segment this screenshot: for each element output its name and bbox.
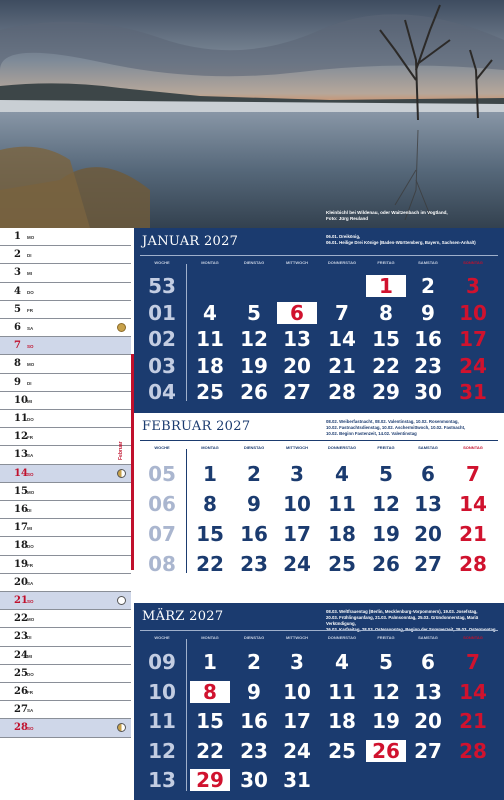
day-cell: 21 [459, 709, 487, 733]
day-cell: 8 [203, 679, 217, 704]
weekday-header: MONTAG [201, 635, 219, 640]
week-separator [186, 264, 187, 401]
weekday-header: SONNTAG [463, 445, 483, 450]
day-cell: 5 [247, 300, 261, 325]
day-cell: 4 [335, 650, 349, 674]
strip-day-number: 17 [14, 522, 28, 534]
day-cell: 26 [372, 552, 400, 576]
day-cell: 28 [459, 552, 487, 576]
weekday-header: WOCHE [154, 260, 170, 265]
strip-weekday: MI [27, 526, 32, 532]
day-cell: 21 [459, 522, 487, 546]
day-cell: 23 [240, 738, 268, 763]
weekday-header: DONNERSTAG [327, 445, 357, 450]
strip-day-number: 8 [14, 358, 21, 370]
day-cell: 15 [196, 709, 224, 733]
strip-weekday: SA [27, 453, 34, 459]
weekday-header: WOCHE [154, 635, 170, 640]
moon-phase-icon [117, 596, 126, 605]
strip-day-row [0, 610, 131, 628]
strip-weekday: FR [27, 690, 33, 695]
strip-day-number: 10 [14, 394, 28, 406]
strip-day-number: 14 [14, 467, 28, 479]
day-cell: 21 [328, 353, 356, 378]
day-cell: 9 [247, 492, 261, 516]
day-cell: 10 [459, 300, 487, 325]
strip-weekday: FR [27, 307, 33, 313]
day-cell: 17 [459, 327, 487, 351]
day-cell: 13 [414, 679, 442, 704]
day-cell: 3 [466, 274, 480, 298]
strip-weekday: MO [27, 617, 35, 623]
strip-weekday: SA [27, 580, 34, 586]
weekday-header: MONTAG [201, 445, 219, 450]
strip-day-number: 19 [14, 558, 28, 570]
note-line: 10.02. Beginn Fastenzeit, 14.02. Valentinstag [326, 431, 417, 436]
month-january [134, 228, 504, 413]
day-cell: 18 [328, 709, 356, 733]
day-cell: 16 [240, 709, 268, 733]
weekday-header: MITTWOCH [286, 260, 308, 265]
day-cell: 17 [283, 709, 311, 733]
week-number: 03 [148, 353, 176, 378]
strip-weekday: DO [27, 417, 34, 422]
strip-day-number: 20 [14, 576, 28, 588]
day-cell: 1 [203, 650, 217, 674]
day-cell: 13 [283, 327, 311, 351]
strip-day-number: 25 [14, 667, 28, 679]
day-cell: 31 [283, 768, 311, 792]
month-february [134, 413, 504, 603]
day-cell: 7 [466, 650, 480, 674]
strip-weekday: SO [27, 344, 34, 350]
day-cell: 25 [196, 380, 224, 404]
strip-day-row [0, 701, 131, 719]
strip-day-number: 2 [14, 249, 21, 261]
day-cell: 19 [240, 353, 268, 378]
weekday-header: DIENSTAG [243, 260, 265, 265]
strip-day-row [0, 392, 131, 410]
strip-day-row [0, 592, 131, 610]
strip-day-row [0, 556, 131, 574]
day-cell: 17 [283, 522, 311, 546]
day-cell: 26 [240, 380, 268, 404]
day-cell: 8 [203, 492, 217, 516]
day-cell: 20 [414, 522, 442, 546]
day-cell: 3 [290, 650, 304, 674]
day-cell: 11 [196, 327, 224, 351]
day-cell: 29 [372, 380, 400, 404]
strip-day-number: 22 [14, 613, 28, 625]
strip-day-number: 23 [14, 631, 28, 643]
strip-day-number: 12 [14, 431, 28, 443]
strip-day-row [0, 319, 131, 337]
week-separator [186, 449, 187, 573]
strip-day-number: 16 [14, 504, 28, 515]
strip-weekday: MO [27, 235, 35, 240]
day-cell: 12 [240, 327, 268, 351]
day-cell: 18 [196, 353, 224, 378]
note-line: 08.02. Weiberfastnacht, 08.02. Valentinstag, 10.02. Rosenmontag, [326, 419, 459, 424]
divider [140, 440, 498, 441]
week-number: 08 [148, 552, 176, 576]
strip-day-row [0, 264, 131, 282]
day-cell: 25 [328, 738, 356, 763]
strip-day-row [0, 683, 131, 701]
strip-day-number: 15 [14, 485, 28, 497]
day-cell: 25 [328, 552, 356, 576]
strip-day-number: 24 [14, 649, 28, 661]
week-number: 11 [148, 709, 176, 733]
header-photo [0, 0, 504, 228]
day-cell: 2 [421, 274, 435, 298]
day-cell: 8 [379, 300, 393, 325]
day-cell: 2 [247, 462, 261, 486]
month-title: MÄRZ 2027 [142, 609, 224, 624]
day-cell: 13 [414, 492, 442, 516]
day-cell: 19 [372, 709, 400, 733]
day-cell: 3 [290, 462, 304, 486]
week-number: 53 [148, 274, 176, 298]
strip-day-row [0, 410, 131, 428]
day-cell: 9 [247, 679, 261, 704]
weekday-header: FREITAG [377, 260, 395, 265]
day-cell: 24 [283, 738, 311, 763]
week-number: 06 [148, 492, 176, 516]
day-cell: 20 [414, 709, 442, 733]
strip-day-number: 27 [14, 704, 28, 716]
day-cell: 10 [283, 492, 311, 516]
holiday-notes [326, 419, 496, 437]
strip-weekday: DI [27, 253, 32, 259]
strip-weekday: DI [27, 635, 32, 641]
day-cell: 6 [421, 650, 435, 674]
day-cell: 29 [196, 768, 224, 792]
day-cell: 12 [372, 679, 400, 704]
note-line: 06.01. Dreikönig, [326, 234, 361, 239]
day-cell: 31 [459, 380, 487, 404]
month-title: FEBRUAR 2027 [142, 419, 251, 434]
strip-day-number: 26 [14, 686, 28, 697]
divider [140, 255, 498, 256]
month-march [134, 603, 504, 800]
day-cell: 10 [283, 679, 311, 704]
holiday-notes [326, 234, 496, 246]
strip-weekday: DO [27, 671, 34, 677]
month-title: JANUAR 2027 [142, 234, 239, 249]
weekday-header: SONNTAG [463, 260, 483, 265]
strip-weekday: MO [27, 362, 35, 368]
divider [140, 630, 498, 631]
strip-weekday: FR [27, 435, 33, 441]
strip-day-number: 9 [14, 376, 21, 388]
weekday-header: MONTAG [201, 260, 219, 265]
day-cell: 6 [290, 300, 304, 325]
day-cell: 4 [203, 300, 217, 325]
weekday-header: WOCHE [154, 445, 170, 450]
day-cell: 5 [379, 650, 393, 674]
weekday-header: FREITAG [377, 635, 395, 640]
day-cell: 16 [414, 327, 442, 351]
photo-caption [326, 210, 496, 222]
day-strip [0, 228, 134, 800]
week-separator [186, 639, 187, 791]
day-cell: 14 [459, 492, 487, 516]
day-cell: 2 [247, 650, 261, 674]
weekday-header: SAMSTAG [418, 635, 438, 640]
strip-day-row [0, 647, 131, 665]
strip-weekday: DO [27, 544, 34, 550]
week-number: 04 [148, 380, 176, 404]
day-cell: 1 [379, 274, 393, 298]
strip-day-number: 1 [14, 231, 21, 242]
strip-day-row [0, 501, 131, 519]
weekday-header: MITTWOCH [286, 445, 308, 450]
strip-weekday: MI [27, 653, 32, 659]
strip-day-row [0, 519, 131, 537]
strip-day-row [0, 337, 131, 355]
weekday-header: DONNERSTAG [327, 635, 357, 640]
strip-day-number: 7 [14, 340, 21, 352]
strip-weekday: MI [27, 398, 32, 404]
strip-day-number: 28 [14, 722, 28, 734]
day-cell: 23 [414, 353, 442, 378]
day-cell: 30 [414, 380, 442, 404]
day-cell: 11 [328, 679, 356, 704]
strip-day-row [0, 719, 131, 737]
strip-day-row [0, 428, 131, 446]
strip-day-number: 5 [14, 303, 21, 315]
strip-day-number: 3 [14, 267, 21, 279]
strip-day-row [0, 628, 131, 646]
strip-weekday: DI [27, 508, 32, 513]
day-cell: 11 [328, 492, 356, 516]
note-line: 20.03. Frühlingsanfang, 21.03. Palmsonntag, 25.03. Gründonnerstag, Mariä Verkündigung, [326, 615, 479, 626]
strip-day-row [0, 283, 131, 301]
day-cell: 15 [372, 327, 400, 351]
weekday-header: SAMSTAG [418, 445, 438, 450]
day-cell: 6 [421, 462, 435, 486]
strip-day-number: 21 [14, 595, 28, 606]
day-cell: 27 [414, 738, 442, 763]
note-line: 10.02. Fastnachtsdienstag, 10.02. Aschermittwoch, 10.02. Fastnacht, [326, 425, 466, 430]
day-cell: 16 [240, 522, 268, 546]
strip-weekday: MO [27, 489, 35, 495]
day-cell: 24 [283, 552, 311, 576]
strip-day-row [0, 246, 131, 264]
weekday-header: DONNERSTAG [327, 260, 357, 265]
strip-day-number: 6 [14, 322, 21, 333]
week-number: 09 [148, 650, 176, 674]
strip-weekday: SA [27, 708, 34, 714]
strip-day-row [0, 665, 131, 683]
strip-day-row [0, 228, 131, 246]
strip-day-row [0, 301, 131, 319]
strip-weekday: SO [27, 726, 34, 732]
note-line: 06.01. Heilige Drei Könige (Baden-Württemberg, Bayern, Sachsen-Anhalt) [326, 240, 476, 245]
strip-day-row [0, 374, 131, 392]
day-cell: 7 [335, 300, 349, 325]
caption-line-1: Kleinbichl bei Wildenau, oder Waitzenbach im Vogtland, [326, 210, 448, 215]
strip-weekday: FR [27, 562, 33, 568]
weekday-header: DIENSTAG [243, 635, 265, 640]
day-cell: 12 [372, 492, 400, 516]
week-number: 13 [148, 768, 176, 792]
day-cell: 26 [372, 738, 400, 763]
day-cell: 27 [414, 552, 442, 576]
strip-weekday: SO [27, 471, 34, 477]
strip-weekday: DI [27, 380, 32, 386]
caption-line-2: Foto: Jürg Reuland [326, 216, 369, 221]
strip-day-row [0, 574, 131, 592]
strip-weekday: SO [27, 599, 34, 604]
day-cell: 15 [196, 522, 224, 546]
day-cell: 28 [328, 380, 356, 404]
moon-phase-icon [117, 723, 126, 732]
weekday-header: SONNTAG [463, 635, 483, 640]
strip-day-row [0, 355, 131, 373]
day-cell: 5 [379, 462, 393, 486]
strip-day-row [0, 483, 131, 501]
day-cell: 9 [421, 300, 435, 325]
day-cell: 22 [196, 552, 224, 576]
strip-weekday: SA [27, 326, 34, 331]
day-cell: 23 [240, 552, 268, 576]
strip-day-number: 11 [14, 413, 28, 424]
day-cell: 19 [372, 522, 400, 546]
day-cell: 22 [196, 738, 224, 763]
strip-day-number: 18 [14, 540, 28, 552]
day-cell: 18 [328, 522, 356, 546]
strip-weekday: MI [27, 271, 32, 277]
strip-weekday: DO [27, 289, 34, 295]
strip-month-label: Februar [118, 441, 124, 460]
strip-day-number: 4 [14, 285, 21, 297]
week-number: 02 [148, 327, 176, 351]
week-number: 07 [148, 522, 176, 546]
note-line: 08.03. Weltfrauentag (Berlin, Mecklenburg-Vorpommern), 19.03. Josefstag, [326, 609, 478, 614]
moon-phase-icon [117, 323, 126, 332]
week-number: 05 [148, 462, 176, 486]
strip-day-row [0, 465, 131, 483]
strip-day-number: 13 [14, 449, 28, 461]
weekday-header: SAMSTAG [418, 260, 438, 265]
day-cell: 20 [283, 353, 311, 378]
day-cell: 14 [328, 327, 356, 351]
day-cell: 30 [240, 768, 268, 792]
day-cell: 4 [335, 462, 349, 486]
day-cell: 14 [459, 679, 487, 704]
strip-day-row [0, 446, 131, 464]
day-cell: 22 [372, 353, 400, 378]
strip-day-row [0, 537, 131, 555]
week-number: 12 [148, 738, 176, 763]
day-cell: 27 [283, 380, 311, 404]
weekday-header: DIENSTAG [243, 445, 265, 450]
day-cell: 1 [203, 462, 217, 486]
moon-phase-icon [117, 469, 126, 478]
week-number: 01 [148, 300, 176, 325]
day-cell: 28 [459, 738, 487, 763]
weekday-header: MITTWOCH [286, 635, 308, 640]
day-cell: 7 [466, 462, 480, 486]
weekday-header: FREITAG [377, 445, 395, 450]
week-number: 10 [148, 679, 176, 704]
day-cell: 24 [459, 353, 487, 378]
